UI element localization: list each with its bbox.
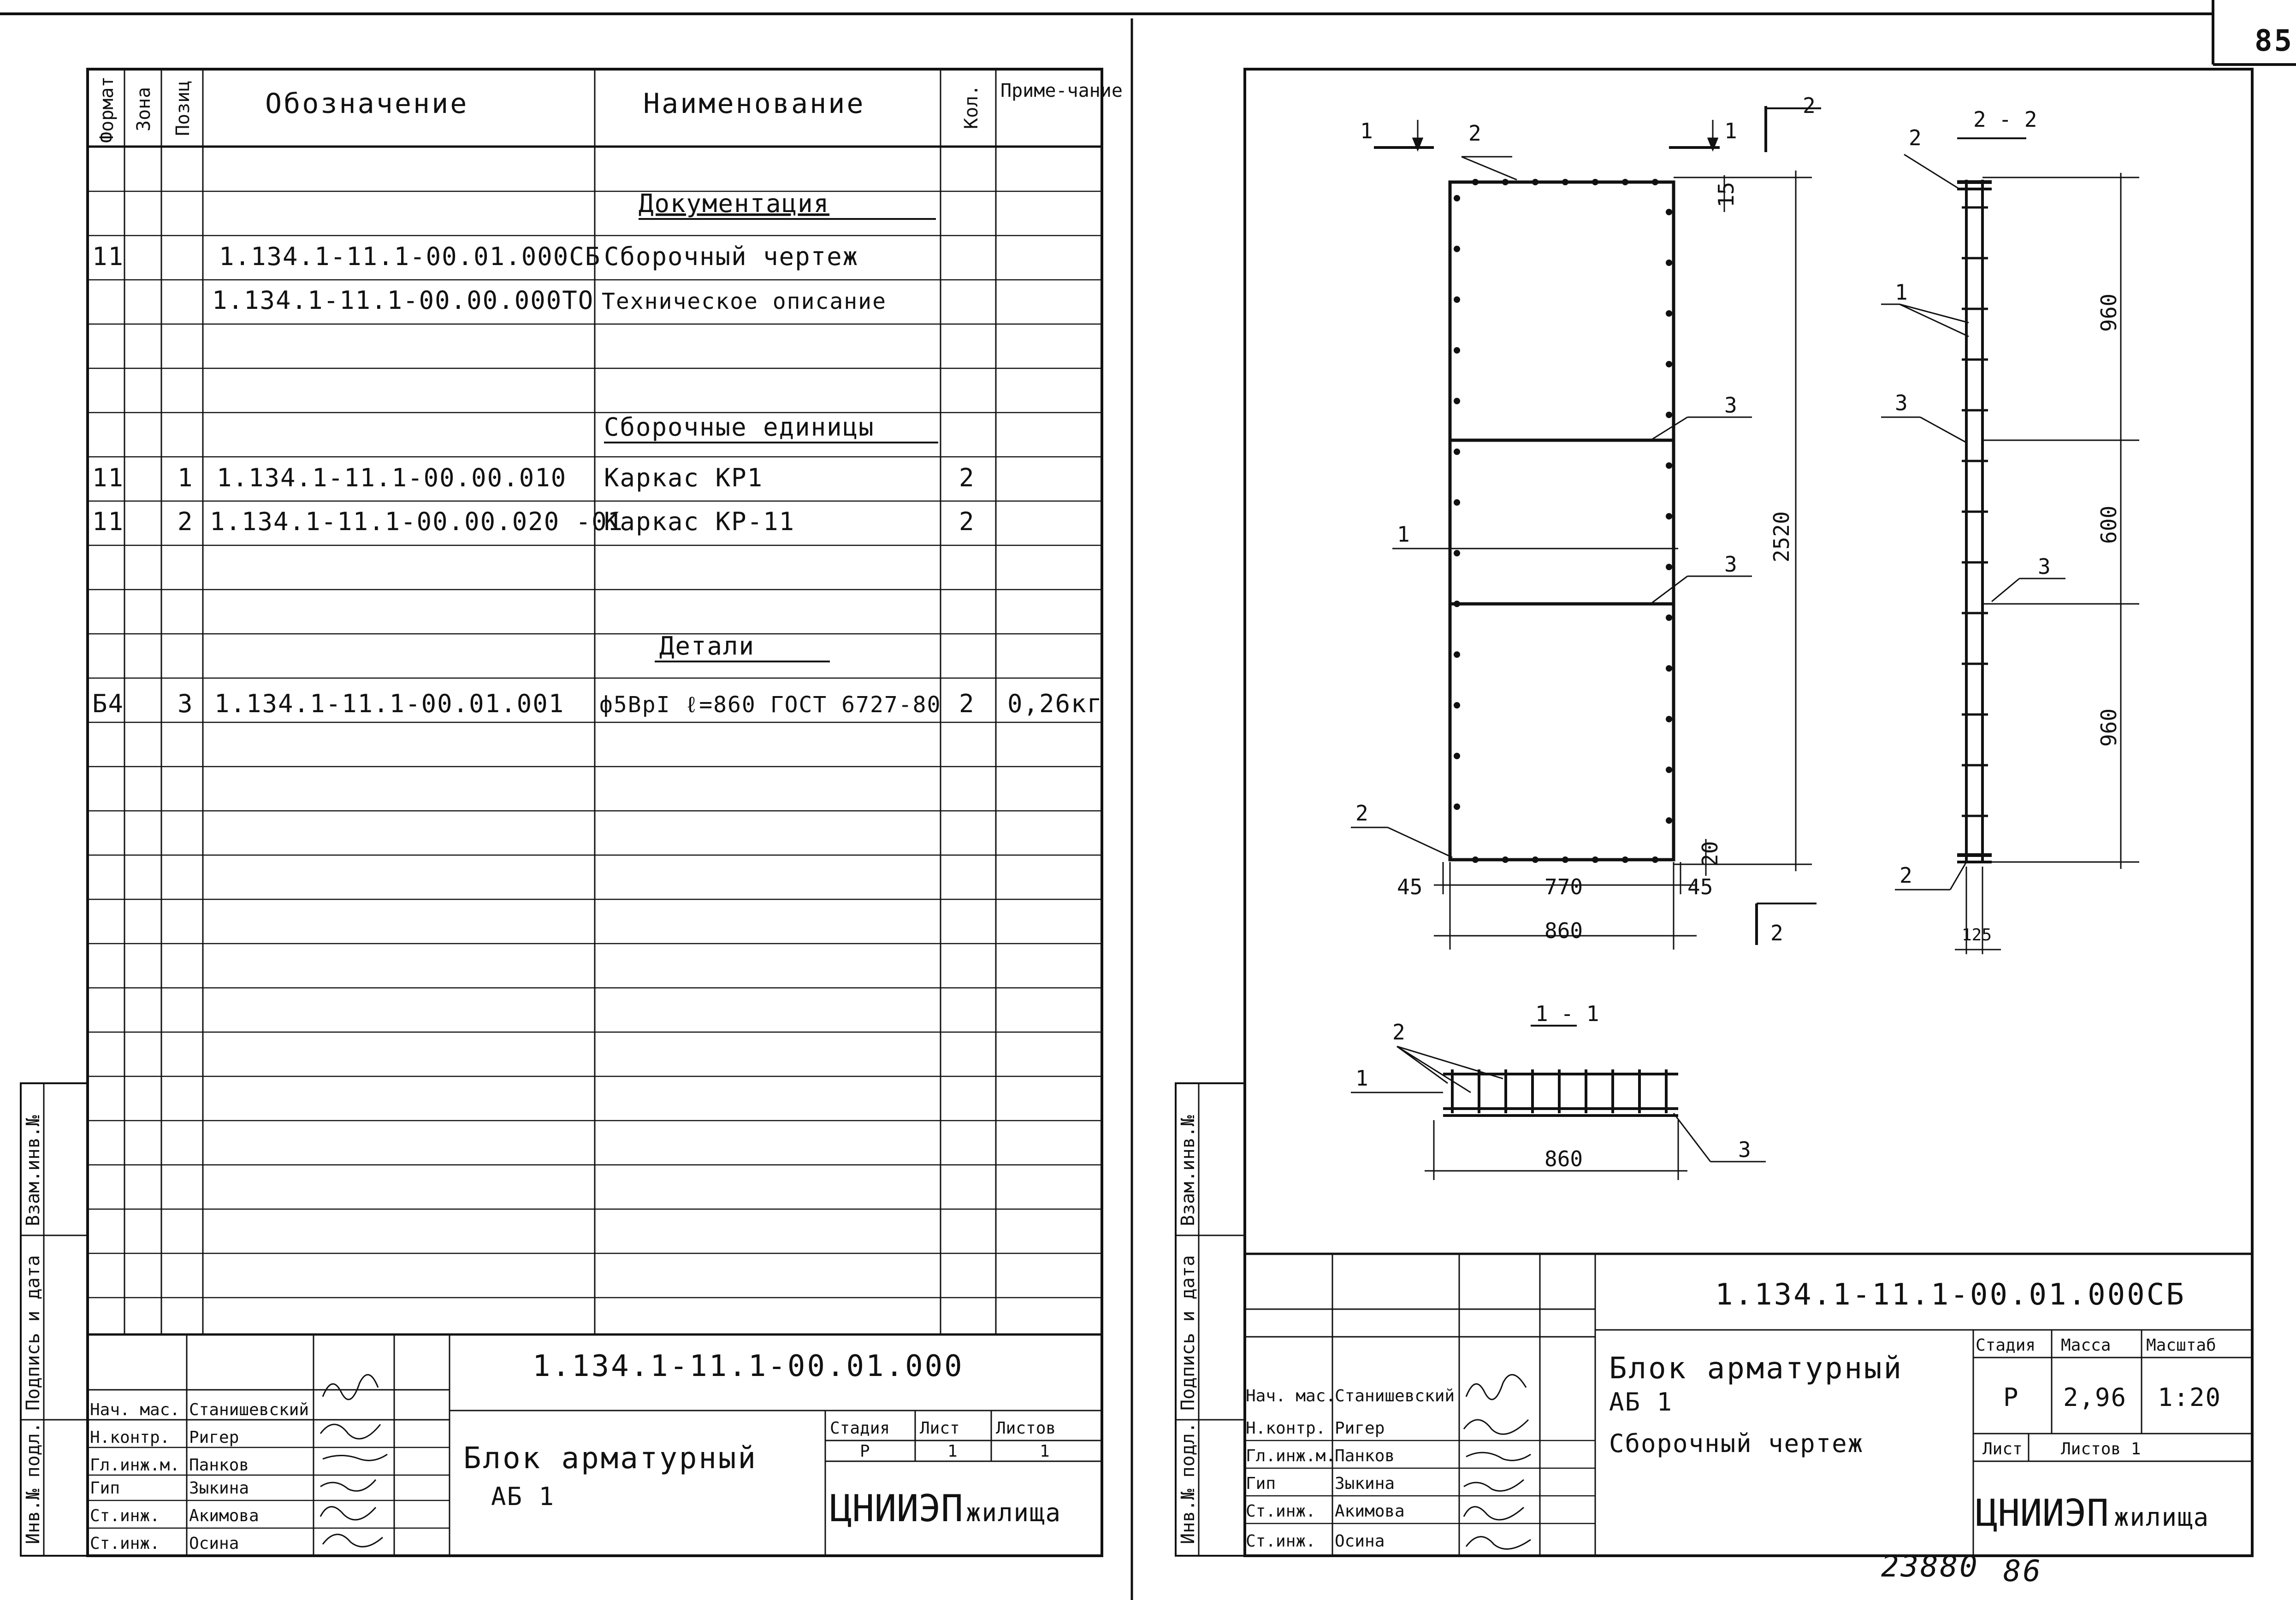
right-stage: Р xyxy=(2003,1383,2019,1412)
staff-role: Нач. мас. xyxy=(1246,1387,1336,1405)
side-label-inv-podl: Инв.№ подл. xyxy=(23,1422,44,1544)
rebar-dot xyxy=(1666,412,1672,418)
staff-role: Н.контр. xyxy=(1246,1419,1326,1438)
right-scale-label: Масштаб xyxy=(2146,1336,2216,1355)
dim-right-45: 45 xyxy=(1687,874,1713,899)
rebar-dot xyxy=(1666,767,1672,773)
right-title-name2: АБ 1 xyxy=(1609,1387,1673,1417)
staff-name: Осина xyxy=(189,1534,239,1553)
rebar-dot xyxy=(1454,296,1460,303)
dim-bottom-offset: 20 xyxy=(1698,841,1722,867)
staff-role: Гип xyxy=(90,1479,120,1498)
rebar-dot xyxy=(1666,260,1672,266)
staff-role: Нач. мас. xyxy=(90,1400,180,1419)
left-title-name1: Блок арматурный xyxy=(463,1441,757,1476)
rebar-dot xyxy=(1454,499,1460,506)
row-name: Каркас КР1 xyxy=(604,463,763,492)
right-title-code: 1.134.1-11.1-00.01.000СБ xyxy=(1715,1278,2186,1312)
rebar-dot xyxy=(1454,449,1460,455)
dim-side-960b: 960 xyxy=(2096,708,2121,747)
staff-name: Ригер xyxy=(1335,1419,1385,1438)
dim-left-45: 45 xyxy=(1397,874,1423,899)
spec-row xyxy=(92,689,1103,718)
elevation-view xyxy=(1351,106,1821,950)
rebar-dot xyxy=(1472,179,1479,185)
mark-cut-1-right: 1 xyxy=(1724,118,1737,143)
right-org: ЦНИИЭП xyxy=(1976,1492,2109,1535)
bottom-code: 23880 xyxy=(1881,1550,1979,1584)
row-format: 11 xyxy=(92,507,124,536)
row-name: Техническое описание xyxy=(602,289,887,314)
mark-22-pos-2-top: 2 xyxy=(1909,125,1922,150)
staff-name: Зыкина xyxy=(1335,1474,1395,1493)
rebar-dot xyxy=(1532,179,1539,185)
page-number: 85 xyxy=(2255,24,2294,58)
rebar-dot xyxy=(1562,856,1568,863)
row-name: Сборочный чертеж xyxy=(604,242,859,271)
mark-cut-2-bottom: 2 xyxy=(1770,921,1783,945)
rebar-dot xyxy=(1502,856,1509,863)
rebar-dot xyxy=(1454,347,1460,354)
left-title-name2: АБ 1 xyxy=(491,1482,555,1511)
row-name: Каркас КР-11 xyxy=(604,507,795,536)
rebar-dot xyxy=(1666,513,1672,520)
staff-name: Панков xyxy=(189,1456,249,1475)
rebar-dot xyxy=(1666,817,1672,824)
staff-role: Ст.инж. xyxy=(1246,1532,1316,1551)
mark-cut-2-top: 2 xyxy=(1803,93,1816,118)
left-staff xyxy=(90,1400,309,1553)
mark-22-pos-2-bottom: 2 xyxy=(1900,863,1912,888)
mark-cut-1-left: 1 xyxy=(1360,118,1373,143)
cut-arrows-icon xyxy=(1413,120,1717,150)
row-designation: 1.134.1-11.1-00.00.010 xyxy=(217,463,567,492)
mark-22-pos-3-left: 3 xyxy=(1895,390,1908,415)
right-mass: 2,96 xyxy=(2063,1383,2127,1412)
dim-inner: 770 xyxy=(1544,874,1583,899)
spec-row xyxy=(92,242,858,271)
rebar-dot xyxy=(1622,179,1628,185)
rebar-dot xyxy=(1562,179,1568,185)
right-org-suffix: жилища xyxy=(2114,1503,2210,1532)
dim-side-125: 125 xyxy=(1962,926,1992,945)
mark-11-pos-1: 1 xyxy=(1355,1066,1368,1091)
row-pos: 2 xyxy=(178,507,194,536)
rebar-dot xyxy=(1592,179,1598,185)
right-mass-label: Масса xyxy=(2061,1336,2111,1355)
rebar-dot xyxy=(1532,856,1539,863)
right-sheet-label: Лист xyxy=(1982,1440,2023,1458)
rebar-dot xyxy=(1652,856,1658,863)
row-designation: 1.134.1-11.1-00.01.001 xyxy=(214,689,565,718)
col-header-designation: Обозначение xyxy=(265,88,469,120)
staff-role: Гл.инж.м. xyxy=(1246,1446,1336,1465)
col-header-format: Формат xyxy=(96,76,118,143)
left-sheets: 1 xyxy=(1040,1442,1050,1461)
side-label-vzam-right: Взам.инв.№ xyxy=(1178,1115,1199,1226)
right-sheets-label: Листов 1 xyxy=(2061,1440,2141,1458)
bottom-page: 86 xyxy=(2003,1554,2043,1588)
rebar-dot xyxy=(1666,716,1672,722)
rebar-dot xyxy=(1622,856,1628,863)
rebar-dot xyxy=(1666,564,1672,570)
section-details: Детали xyxy=(659,632,755,661)
rebar-dot xyxy=(1666,209,1672,215)
staff-role: Гл.инж.м. xyxy=(90,1456,180,1475)
col-header-pos: Позиц xyxy=(172,80,194,136)
left-signatures-icon xyxy=(320,1375,387,1547)
row-format: 11 xyxy=(92,242,124,271)
mark-22-pos-1: 1 xyxy=(1895,280,1908,305)
spec-row xyxy=(212,286,887,315)
mark-pos-3-a: 3 xyxy=(1724,393,1737,418)
mark-11-pos-3: 3 xyxy=(1738,1137,1751,1162)
rebar-dot xyxy=(1472,856,1479,863)
section-1-1-bars xyxy=(1452,1069,1666,1113)
row-pos: 3 xyxy=(178,689,194,718)
right-title-name1: Блок арматурный xyxy=(1609,1352,1903,1386)
row-qty: 2 xyxy=(959,463,975,492)
row-note: 0,26кг xyxy=(1007,689,1103,718)
col-header-qty: Кол. xyxy=(961,84,982,129)
row-qty: 2 xyxy=(959,507,975,536)
mark-pos-3-b: 3 xyxy=(1724,552,1737,577)
row-name: ф5ВрI ℓ=860 ГОСТ 6727-80 xyxy=(599,692,941,718)
mark-11-pos-2: 2 xyxy=(1392,1020,1405,1045)
col-header-note: Приме-чание xyxy=(1000,80,1123,101)
rebar-dot xyxy=(1454,753,1460,759)
left-sheet-label: Лист xyxy=(920,1419,960,1438)
rebar-dot xyxy=(1592,856,1598,863)
left-sheets-label: Листов xyxy=(996,1419,1056,1438)
left-sheet: 1 xyxy=(947,1442,958,1461)
side-label-podpis: Подпись и дата xyxy=(23,1255,44,1411)
staff-name: Станишевский xyxy=(1335,1387,1455,1405)
row-designation: 1.134.1-11.1-00.00.020 -01 xyxy=(210,507,624,536)
staff-role: Ст.инж. xyxy=(90,1506,160,1525)
staff-role: Ст.инж. xyxy=(90,1534,160,1553)
row-qty: 2 xyxy=(959,689,975,718)
row-format: Б4 xyxy=(92,689,124,718)
rebar-dot xyxy=(1454,803,1460,810)
staff-role: Гип xyxy=(1246,1474,1276,1493)
section-1-1-title: 1 - 1 xyxy=(1535,1001,1599,1026)
rebar-dot xyxy=(1666,462,1672,469)
staff-name: Акимова xyxy=(1335,1502,1405,1521)
rebar-dot xyxy=(1502,179,1509,185)
staff-name: Зыкина xyxy=(189,1479,249,1498)
right-stage-label: Стадия xyxy=(1976,1336,2036,1355)
right-title-name3: Сборочный чертеж xyxy=(1609,1429,1864,1458)
elevation-dots xyxy=(1454,179,1672,863)
staff-name: Акимова xyxy=(189,1506,259,1525)
section-units: Сборочные единицы xyxy=(604,413,875,442)
row-designation: 1.134.1-11.1-00.01.000СБ xyxy=(219,242,601,271)
right-scale: 1:20 xyxy=(2158,1383,2222,1412)
staff-name: Ригер xyxy=(189,1428,239,1447)
dim-side-600: 600 xyxy=(2096,505,2121,544)
dim-width: 860 xyxy=(1544,918,1583,943)
mark-pos-2-bottom: 2 xyxy=(1355,801,1368,826)
col-header-name: Наименование xyxy=(643,88,865,120)
mark-22-pos-3-right: 3 xyxy=(2038,554,2051,579)
spec-row xyxy=(92,507,975,536)
side-label-inv-podl-right: Инв.№ подл. xyxy=(1178,1422,1199,1544)
left-stage: Р xyxy=(860,1442,870,1461)
dim-plan-width: 860 xyxy=(1544,1146,1583,1171)
rebar-dot xyxy=(1666,361,1672,367)
row-pos: 1 xyxy=(178,463,194,492)
rebar-dot xyxy=(1454,651,1460,658)
rebar-dot xyxy=(1666,614,1672,621)
right-signatures-icon xyxy=(1464,1375,1531,1549)
rebar-dot xyxy=(1454,601,1460,607)
rebar-dot xyxy=(1666,310,1672,317)
left-org: ЦНИИЭП xyxy=(830,1487,963,1530)
rebar-dot xyxy=(1454,195,1460,201)
dim-total-height: 2520 xyxy=(1769,511,1794,562)
mark-pos-2-top: 2 xyxy=(1468,121,1481,146)
row-format: 11 xyxy=(92,463,124,492)
staff-name: Станишевский xyxy=(189,1400,309,1419)
mark-pos-1: 1 xyxy=(1397,522,1410,547)
rebar-dot xyxy=(1666,665,1672,672)
section-2-2-view xyxy=(1881,138,2139,954)
left-org-suffix: жилища xyxy=(966,1498,1062,1527)
side-label-podpis-right: Подпись и дата xyxy=(1178,1255,1199,1411)
rebar-dot xyxy=(1454,398,1460,404)
rebar-dot xyxy=(1454,246,1460,252)
col-header-zone: Зона xyxy=(133,87,154,131)
section-2-2-title: 2 - 2 xyxy=(1973,107,2037,132)
row-designation: 1.134.1-11.1-00.00.000ТО xyxy=(212,286,594,315)
spec-row xyxy=(92,463,975,492)
rebar-dot xyxy=(1454,702,1460,708)
left-title-code: 1.134.1-11.1-00.01.000 xyxy=(533,1349,964,1383)
rebar-dot xyxy=(1652,179,1658,185)
dim-top-offset: 15 xyxy=(1714,182,1739,207)
staff-name: Осина xyxy=(1335,1532,1385,1551)
staff-name: Панков xyxy=(1335,1446,1395,1465)
rebar-dot xyxy=(1454,550,1460,556)
side-label-vzam: Взам.инв.№ xyxy=(23,1115,44,1226)
left-stage-label: Стадия xyxy=(830,1419,890,1438)
staff-role: Н.контр. xyxy=(90,1428,170,1447)
section-docs: Документация xyxy=(639,189,830,218)
dim-side-960a: 960 xyxy=(2096,293,2121,332)
staff-role: Ст.инж. xyxy=(1246,1502,1316,1521)
